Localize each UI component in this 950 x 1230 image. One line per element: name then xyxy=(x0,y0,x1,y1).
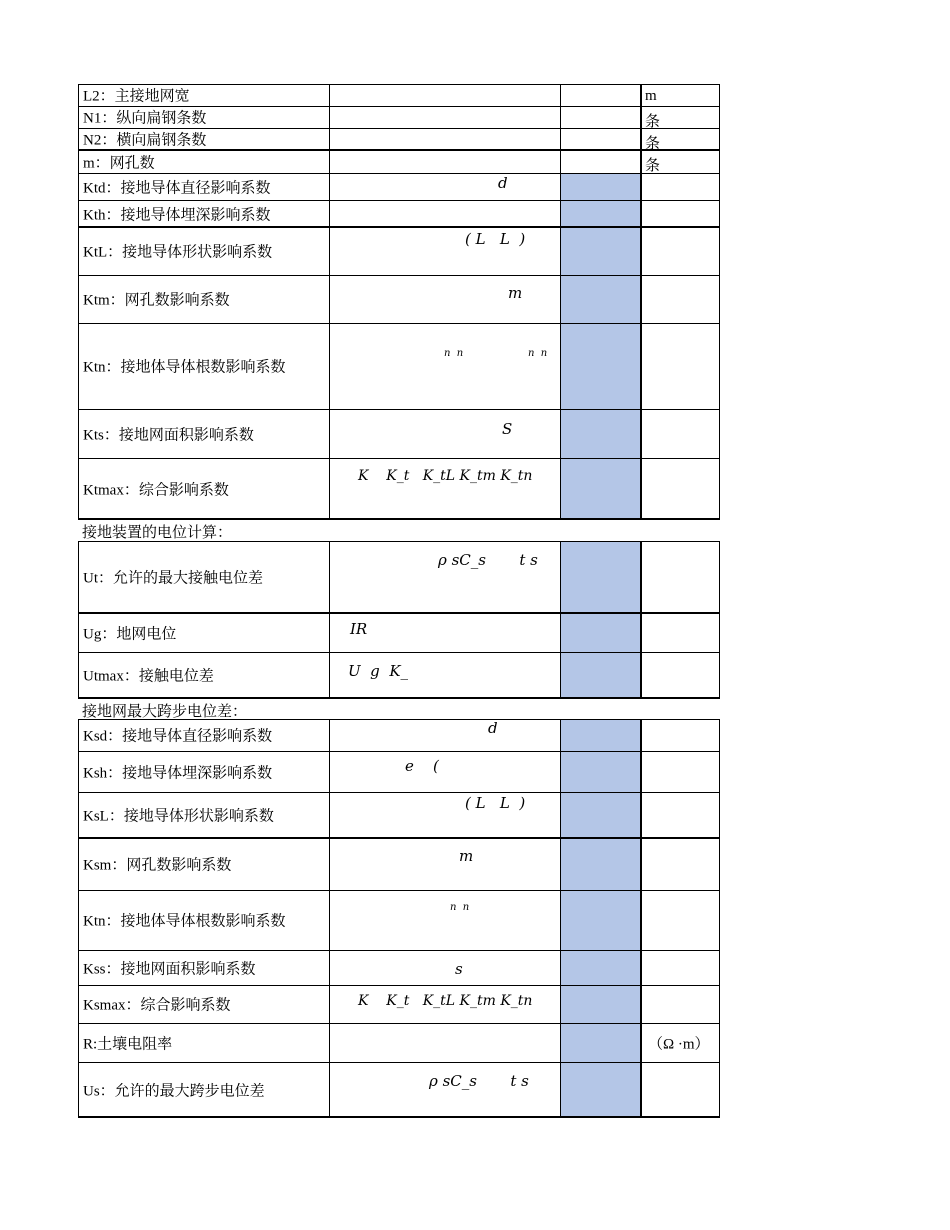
label-cell[interactable] xyxy=(78,613,329,652)
formula-text: K K_t K_tL K_tm K_tn xyxy=(358,468,533,484)
result-cell[interactable] xyxy=(560,751,641,792)
table-row xyxy=(78,838,720,890)
formula-cell[interactable] xyxy=(329,227,560,275)
grid-line xyxy=(78,950,720,951)
grid-line xyxy=(78,149,720,151)
formula-cell[interactable] xyxy=(329,458,560,519)
unit-cell[interactable] xyxy=(641,150,720,173)
row-label: KtL：接地导体形状影响系数 xyxy=(83,244,273,261)
unit-cell[interactable] xyxy=(641,541,720,613)
result-cell[interactable] xyxy=(560,838,641,890)
result-cell[interactable] xyxy=(560,458,641,519)
unit-cell[interactable] xyxy=(641,1023,720,1062)
unit-cell[interactable] xyxy=(641,275,720,323)
grid-line xyxy=(78,792,720,793)
row-label: Ug：地网电位 xyxy=(83,626,177,642)
label-cell[interactable] xyxy=(78,950,329,985)
row-label: KsL：接地导体形状影响系数 xyxy=(83,808,274,825)
label-cell[interactable] xyxy=(78,751,329,792)
grid-line xyxy=(78,173,720,174)
label-cell[interactable] xyxy=(78,275,329,323)
label-cell[interactable] xyxy=(78,541,329,613)
grid-line xyxy=(78,837,720,839)
result-cell[interactable] xyxy=(560,613,641,652)
grid-line xyxy=(78,200,720,201)
grid-line xyxy=(78,106,720,107)
formula-text: ρ sC_s t s xyxy=(429,1072,529,1090)
row-label: Us：允许的最大跨步电位差 xyxy=(83,1083,265,1099)
label-cell[interactable] xyxy=(78,128,329,150)
formula-text: S xyxy=(502,420,513,438)
label-cell[interactable] xyxy=(78,458,329,519)
unit-cell[interactable] xyxy=(641,838,720,890)
formula-text: IR xyxy=(350,620,368,638)
label-cell[interactable] xyxy=(78,227,329,275)
row-label: Ksd：接地导体直径影响系数 xyxy=(83,728,273,745)
unit-cell[interactable] xyxy=(641,128,720,150)
label-cell[interactable] xyxy=(78,1062,329,1117)
formula-text: m xyxy=(459,847,474,865)
table-row xyxy=(78,323,720,409)
formula-cell[interactable] xyxy=(329,719,560,751)
formula-cell[interactable] xyxy=(329,323,560,409)
formula-text: ( L L ) xyxy=(465,230,526,248)
grid-line xyxy=(78,518,720,520)
row-label: Ksm：网孔数影响系数 xyxy=(83,857,232,874)
label-cell[interactable] xyxy=(78,985,329,1023)
grid-line xyxy=(78,985,720,986)
result-cell[interactable] xyxy=(560,719,641,751)
result-cell[interactable] xyxy=(560,106,641,128)
table-row xyxy=(78,200,720,227)
formula-cell[interactable] xyxy=(329,1023,560,1062)
row-label: Utmax：接触电位差 xyxy=(83,668,214,685)
formula-text: n n xyxy=(450,902,470,913)
unit-cell[interactable] xyxy=(641,173,720,200)
result-cell[interactable] xyxy=(560,128,641,150)
formula-text: ρ sC_s t s xyxy=(438,551,538,569)
table-row xyxy=(78,719,720,751)
grid-line xyxy=(78,541,720,542)
result-cell[interactable] xyxy=(560,950,641,985)
value-cell[interactable] xyxy=(329,106,560,128)
value-cell[interactable] xyxy=(329,84,560,106)
unit-cell[interactable] xyxy=(641,751,720,792)
grid-line xyxy=(78,84,720,85)
grid-line xyxy=(78,226,720,228)
label-cell[interactable] xyxy=(78,106,329,128)
formula-text: U g K_ xyxy=(348,662,409,680)
grid-line xyxy=(78,751,720,752)
formula-cell[interactable] xyxy=(329,652,560,698)
row-label: Ktm：网孔数影响系数 xyxy=(83,292,230,309)
formula-text: n n xyxy=(444,348,464,359)
table-row xyxy=(78,751,720,792)
table-row xyxy=(78,1023,720,1062)
formula-cell[interactable] xyxy=(329,200,560,227)
row-label: Ksmax：综合影响系数 xyxy=(83,997,231,1014)
table-row xyxy=(78,106,720,128)
unit-cell[interactable] xyxy=(641,458,720,519)
label-cell[interactable] xyxy=(78,792,329,838)
row-label: Kts：接地网面积影响系数 xyxy=(83,427,254,443)
result-cell[interactable] xyxy=(560,652,641,698)
unit-text: m xyxy=(645,88,657,104)
result-cell[interactable] xyxy=(560,541,641,613)
result-cell[interactable] xyxy=(560,985,641,1023)
result-cell[interactable] xyxy=(560,792,641,838)
row-label: N1：纵向扁钢条数 xyxy=(83,110,207,127)
table-row xyxy=(78,173,720,200)
row-label: R:土壤电阻率 xyxy=(83,1036,173,1052)
table-row xyxy=(78,792,720,838)
formula-cell[interactable] xyxy=(329,275,560,323)
formula-text: e ( xyxy=(405,757,439,775)
grid-line xyxy=(78,1023,720,1024)
row-label: Kss：接地网面积影响系数 xyxy=(83,961,256,977)
table-row xyxy=(78,1062,720,1117)
formula-cell[interactable] xyxy=(329,613,560,652)
table-row xyxy=(78,150,720,173)
label-cell[interactable] xyxy=(78,150,329,173)
unit-cell[interactable] xyxy=(641,106,720,128)
unit-text: 条 xyxy=(645,114,661,130)
row-label: L2：主接地网宽 xyxy=(83,88,190,105)
label-cell[interactable] xyxy=(78,719,329,751)
grid-line xyxy=(78,458,720,459)
label-cell[interactable] xyxy=(78,84,329,106)
table-row xyxy=(78,227,720,275)
formula-text: s xyxy=(455,960,463,978)
grid-line xyxy=(78,409,720,410)
row-label: Ktd：接地导体直径影响系数 xyxy=(83,180,271,196)
unit-cell[interactable] xyxy=(641,200,720,227)
grid-line xyxy=(78,1116,720,1118)
unit-cell[interactable] xyxy=(641,1062,720,1117)
formula-cell[interactable] xyxy=(329,890,560,950)
table-row xyxy=(78,458,720,519)
row-label: Ktmax：综合影响系数 xyxy=(83,482,229,498)
row-label: Ksh：接地导体埋深影响系数 xyxy=(83,765,273,781)
unit-cell[interactable] xyxy=(641,652,720,698)
formula-text: K K_t K_tL K_tm K_tn xyxy=(358,993,533,1009)
result-cell[interactable] xyxy=(560,200,641,227)
label-cell[interactable] xyxy=(78,652,329,698)
row-label: Ktn：接地体导体根数影响系数 xyxy=(83,359,286,376)
grid-line xyxy=(78,697,720,699)
result-cell[interactable] xyxy=(560,409,641,458)
label-cell[interactable] xyxy=(78,323,329,409)
value-cell[interactable] xyxy=(329,150,560,173)
formula-cell[interactable] xyxy=(329,173,560,200)
table-row xyxy=(78,652,720,698)
formula-cell[interactable] xyxy=(329,792,560,838)
row-label: N2：横向扁钢条数 xyxy=(83,132,207,149)
row-label: m：网孔数 xyxy=(83,155,155,171)
result-cell[interactable] xyxy=(560,275,641,323)
formula-cell[interactable] xyxy=(329,985,560,1023)
table-row xyxy=(78,613,720,652)
table-row xyxy=(78,985,720,1023)
unit-text: 条 xyxy=(645,158,661,174)
table-row xyxy=(78,275,720,323)
unit-cell[interactable] xyxy=(641,719,720,751)
value-cell[interactable] xyxy=(329,128,560,150)
result-cell[interactable] xyxy=(560,1062,641,1117)
result-cell[interactable] xyxy=(560,890,641,950)
label-cell[interactable] xyxy=(78,838,329,890)
result-cell[interactable] xyxy=(560,173,641,200)
grid-line xyxy=(78,890,720,891)
unit-cell[interactable] xyxy=(641,84,720,106)
grid-line xyxy=(78,652,720,653)
label-cell[interactable] xyxy=(78,409,329,458)
unit-cell[interactable] xyxy=(641,950,720,985)
formula-cell[interactable] xyxy=(329,1062,560,1117)
row-label: Ktn：接地体导体根数影响系数 xyxy=(83,913,286,930)
table-row xyxy=(78,409,720,458)
table-row xyxy=(78,890,720,950)
unit-cell[interactable] xyxy=(641,792,720,838)
unit-cell[interactable] xyxy=(641,227,720,275)
result-cell[interactable] xyxy=(560,84,641,106)
formula-cell[interactable] xyxy=(329,950,560,985)
label-cell[interactable] xyxy=(78,200,329,227)
label-cell[interactable] xyxy=(78,1023,329,1062)
formula-text: d xyxy=(488,719,498,737)
unit-text: 条 xyxy=(645,136,661,152)
unit-cell[interactable] xyxy=(641,323,720,409)
grid-line xyxy=(78,128,720,129)
label-cell[interactable] xyxy=(78,173,329,200)
result-cell[interactable] xyxy=(560,1023,641,1062)
grid-line xyxy=(640,719,642,1118)
unit-cell[interactable] xyxy=(641,890,720,950)
formula-cell[interactable] xyxy=(329,838,560,890)
grid-line xyxy=(78,1062,720,1063)
table-row xyxy=(78,541,720,613)
grid-line xyxy=(78,719,720,720)
unit-text: （Ω ·m） xyxy=(648,1036,710,1052)
formula-text: n n xyxy=(528,348,548,359)
result-cell[interactable] xyxy=(560,227,641,275)
result-cell[interactable] xyxy=(560,323,641,409)
unit-cell[interactable] xyxy=(641,409,720,458)
formula-text: ( L L ) xyxy=(465,794,526,812)
formula-text: d xyxy=(498,174,508,192)
grid-line xyxy=(640,541,642,698)
row-label: Ut：允许的最大接触电位差 xyxy=(83,570,264,587)
row-label: Kth：接地导体埋深影响系数 xyxy=(83,207,271,223)
formula-text: m xyxy=(508,284,523,302)
section-title: 接地装置的电位计算： xyxy=(82,525,233,541)
table-row xyxy=(78,950,720,985)
grid-line xyxy=(78,612,720,614)
table-row xyxy=(78,128,720,150)
section-title: 接地网最大跨步电位差： xyxy=(82,704,248,720)
formula-cell[interactable] xyxy=(329,751,560,792)
label-cell[interactable] xyxy=(78,890,329,950)
unit-cell[interactable] xyxy=(641,613,720,652)
unit-cell[interactable] xyxy=(641,985,720,1023)
grid-line xyxy=(78,275,720,276)
formula-cell[interactable] xyxy=(329,541,560,613)
grid-line xyxy=(640,84,642,518)
table-row xyxy=(78,84,720,106)
result-cell[interactable] xyxy=(560,150,641,173)
formula-cell[interactable] xyxy=(329,409,560,458)
grid-line xyxy=(78,323,720,324)
